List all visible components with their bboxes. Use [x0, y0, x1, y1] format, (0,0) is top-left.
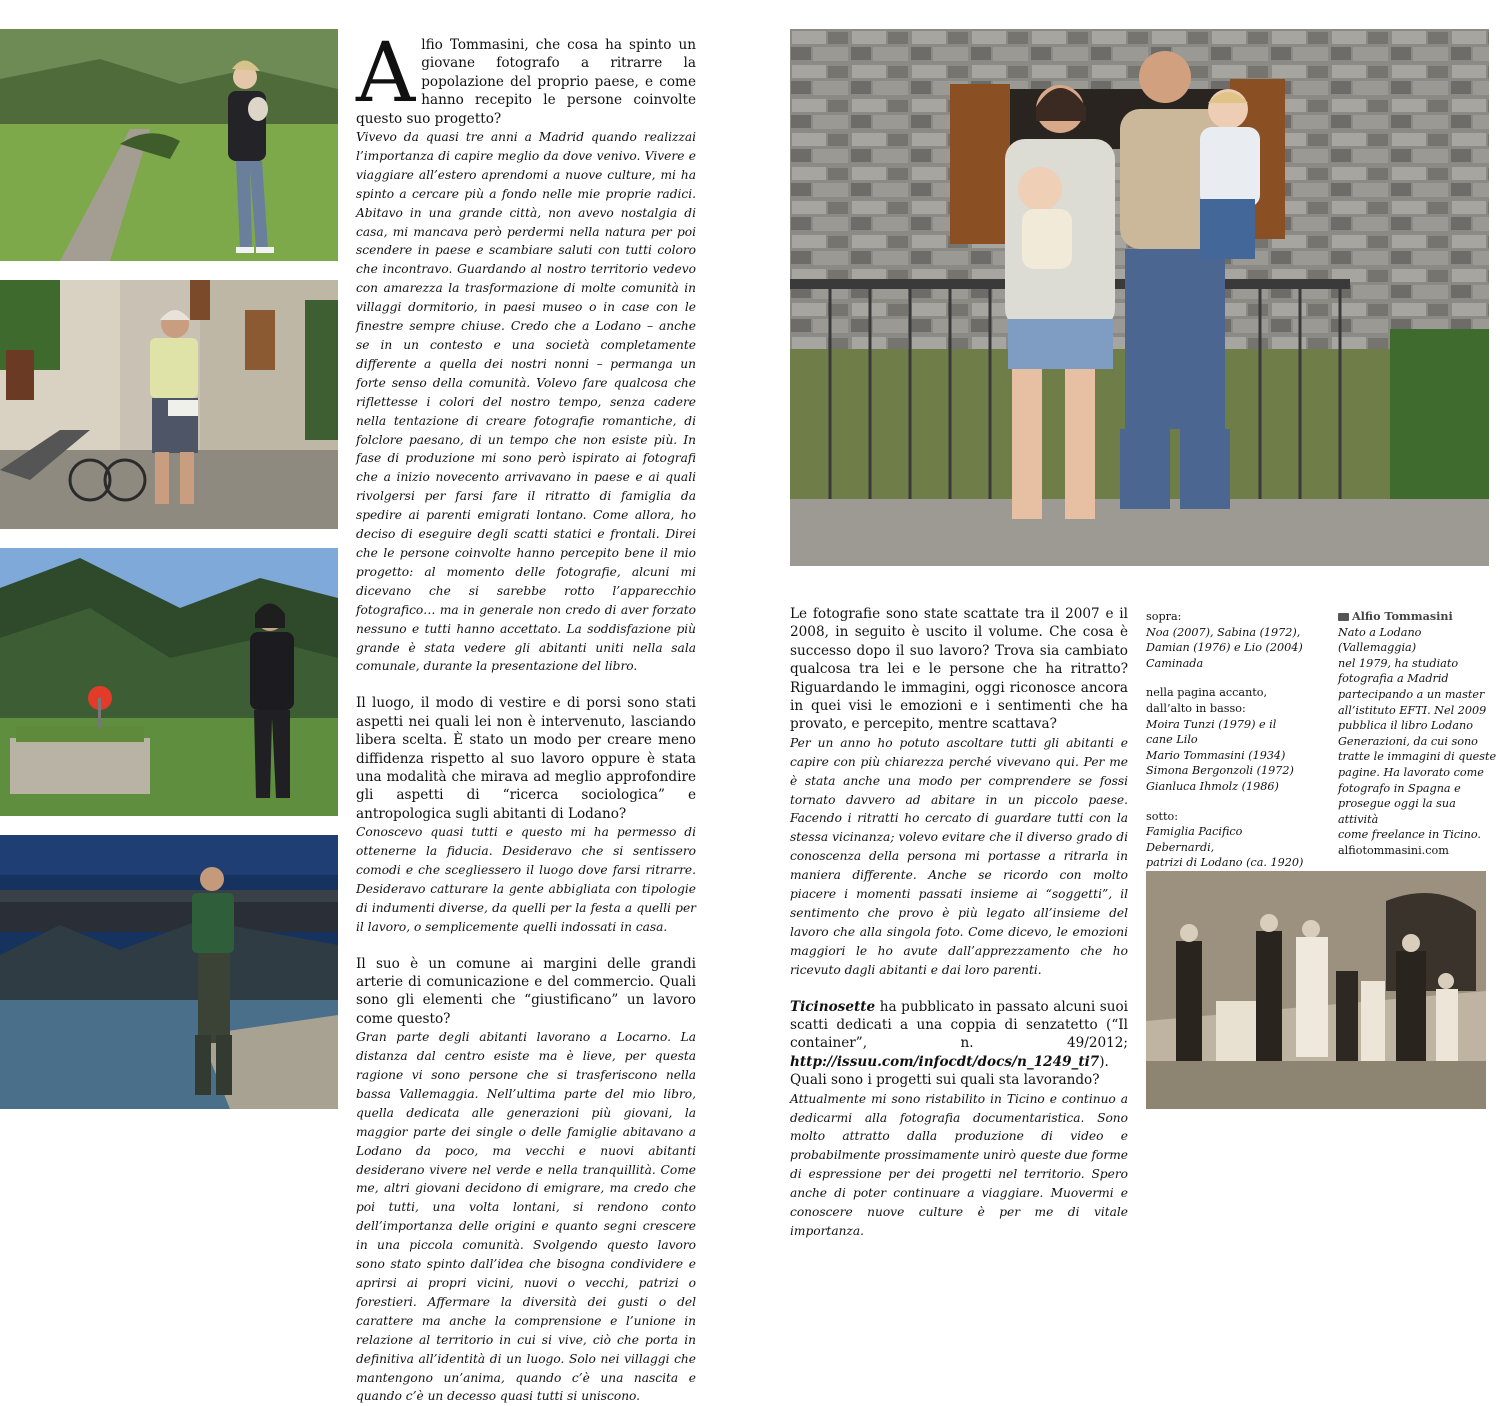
bio-website[interactable]: alfiotommasini.com — [1338, 843, 1449, 857]
caption-below-label: sotto: — [1146, 809, 1178, 823]
caption-facing-label: nella pagina accanto, — [1146, 686, 1268, 700]
camera-icon — [1338, 613, 1349, 621]
family-photo-caminada — [790, 29, 1489, 566]
question-3: Il suo è un comune ai margini delle grandi arterie di comunicazione e del commercio. Quali sono gli elementi che “giustificano” un lavoro come questo? — [356, 955, 696, 1027]
interview-column-left — [356, 26, 696, 1406]
answer-2: Conoscevo quasi tutti e questo mi ha permesso di ottenerne la fiducia. Desideravo che si sentissero comodi e che scegliessero il luogo dove farsi ritrarre. Desideravo catturare la gente abbigliata con tipologie di indumenti diverse, da quelli per la festa a quelli per il lavoro, o semplicemente quelli indossati in casa. — [356, 825, 696, 934]
dropcap: A — [356, 26, 416, 121]
answer-5: Attualmente mi sono ristabilito in Ticino e continuo a dedicarmi alla fotografia documentaristica. Sono molto attratto dalla produzione di video e probabilmente prossimamente unirò queste due forme di espressione per dei progetti nel territorio. Spero anche di poter continuare a viaggiare. Muovermi e conoscere nuove culture è per me di vitale importanza. — [790, 1091, 1128, 1238]
photo-captions: sopra: Noa (2007), Sabina (1972), Damian (1976) e Lio (2004) Caminada nella pagina accanto, dall’alto in basso: Moira Tunzi (1979) e il cane Lilo Mario Tommasini (1934) Simona Bergonzoli (1972) Gianluca Ihmolz (1986) sotto: Famiglia Pacifico Debernardi, patrizi di Lodano (ca. 1920) — [1146, 609, 1306, 871]
question-2: Il luogo, il modo di vestire e di porsi sono stati aspetti nei quali lei non è intervenuto, lasciando libera scelta. È stato un modo per creare meno diffidenza rispetto al suo lavoro oppure è stata una modalità che mirava ad meglio approfondire gli aspetti di “ricerca sociologica” e antropologica sugli abitanti di Lodano? — [356, 695, 696, 822]
answer-3: Gran parte degli abitanti lavorano a Locarno. La distanza dal centro esiste ma è lieve, per questa ragione vi sono persone che si trasferiscono nella bassa Vallemaggia. Nell’ultima parte del mio libro, quella dedicata alle generazioni più giovani, la maggior parte dei single o delle famiglie abitavano a Lodano da poco, ma vecchi e nuovi abitanti desiderano vivere nel verde e nella tranquillità. Come me, altri giovani decidono di emigrare, ma credo che poi tutti, una volta lontani, si rendono conto dell’importanza delle origini e quanto segni crescere in una piccola comunità. Svolgendo questo lavoro sono stato spinto dall’idea che bisogna condividere e aprirsi ai propri vicini, nuovi o vecchi, patrizi o forestieri. Affermare la diversità dei gusti o del carattere ma anche la comprensione e l’unione in relazione al territorio in cui si vive, ciò che porta in definitiva all’identità di un luogo. Solo nei villaggi che mantengono un’anima, quando c’è una nascita e quando c’è un decesso quasi tutti si uniscono. — [356, 1030, 696, 1404]
answer-4: Per un anno ho potuto ascoltare tutti gli abitanti e capire con più chiarezza perché vivevano qui. Per me è stata anche una modo per comprendere se fossi tornato davvero ad abitare in un piccolo paese. Facendo i ritratti ho cercato di guardare tutti con la stessa vicinanza; volevo evitare che il diverso grado di conoscenza della persona mi portasse a ritrarla in maniera differente. Anche se ricordo con molto piacere i momenti passati insieme ai “soggetti”, il sentimento che provo è più legato all’insieme del lavoro che alla singola foto. Come dicevo, le emozioni maggiori le ho avute dall’apprezzamento che ho ricevuto dagli abitanti e dai loro parenti. — [790, 735, 1128, 977]
portrait-photo-woman-with-dog — [0, 29, 338, 261]
magazine-name: Ticinosette — [790, 998, 876, 1015]
caption-above-label: sopra: — [1146, 610, 1182, 623]
intro-answer: Vivevo da quasi tre anni a Madrid quando realizzai l’importanza di capire meglio da dove venivo. Vivere e viaggiare all’estero aprendomi a nuove culture, mi ha spinto a cercare più a fondo nelle mie proprie radici. Abitavo in una grande città, non avevo nostalgia di casa, mi mancava però perdermi nella natura per poi scendere in paese e scambiare saluti con tutti coloro che incontravo. Guardando al nostro territorio vedevo con amarezza la trasformazione di molte comunità in villaggi dormitorio, in paesi museo o in case con le finestre sempre chiuse. Credo che a Lodano – anche se in un contesto e una società completamente differente a quella dei nostri nonni – permanga un forte senso della comunità. Volevo fare qualcosa che riflettesse i colori del nostro tempo, senza cadere nella tentazione di creare fotografie romantiche, di folclore paesano, di un tempo che non esiste più. In fase di produzione mi sono però ispirato ai fotografi che a inizio novecento arrivavano in paese e ai quali rivolgersi per farsi fare il ritratto di famiglia da spedire ai parenti emigrati lontano. Come allora, ho deciso di eseguire degli scatti statici e frontali. Direi che le persone coinvolte hanno percepito bene il mio progetto: al momento delle fotografie, alcuni mi dicevano che si sarebbe rotto l’apparecchio fotografico… ma in generale non credo di aver forzato nessuno e tutti hanno accettato. La soddisfazione più grande è stata vedere gli abitanti uniti nella sala comunale, durante la presentazione del libro. — [356, 130, 696, 674]
question-5: Ticinosette ha pubblicato in passato alcuni suoi scatti dedicati a una coppia di senzatetto (“Il container”, n. 49/2012; http://issuu.com/infocdt/docs/n_1249_ti7). Quali sono i progetti sui quali sta lavorando? — [790, 998, 1128, 1089]
portrait-photo-young-man-river — [0, 835, 338, 1109]
portrait-photo-old-man-courtyard — [0, 280, 338, 529]
portrait-photo-woman-mountains — [0, 548, 338, 816]
issuu-link[interactable]: http://issuu.com/infocdt/docs/n_1249_ti7 — [790, 1053, 1100, 1070]
question-4: Le fotografie sono state scattate tra il 2007 e il 2008, in seguito è uscito il volume. Che cosa è successo dopo il suo lavoro? Trova sia cambiato qualcosa tra lei e le persone che ha ritratto? Riguardando le immagini, oggi riconosce ancora in quei visi le emozioni e i sentimenti che ha provato, e percepito, mentre scattava? — [790, 606, 1128, 733]
bio-name: Alfio Tommasini — [1352, 609, 1453, 623]
historic-photo-debernardi-family — [1146, 871, 1486, 1109]
photographer-bio: Alfio Tommasini Nato a Lodano (Vallemaggia) nel 1979, ha studiato fotografia a Madrid partecipando a un master all’istituto EFTI. Nel 2009 pubblica il libro Lodano Generazioni, da cui sono tratte le immagini di queste pagine. Ha lavorato come fotografo in Spagna e prosegue oggi la sua attività come freelance in Ticino. alfiotommasini.com — [1338, 609, 1497, 857]
intro-question: Alfio Tommasini, che cosa ha spinto un giovane fotografo a ritrarre la popolazione del proprio paese, e come hanno recepito le persone coinvolte questo suo progetto? — [356, 26, 696, 127]
interview-column-right — [790, 605, 1128, 1241]
